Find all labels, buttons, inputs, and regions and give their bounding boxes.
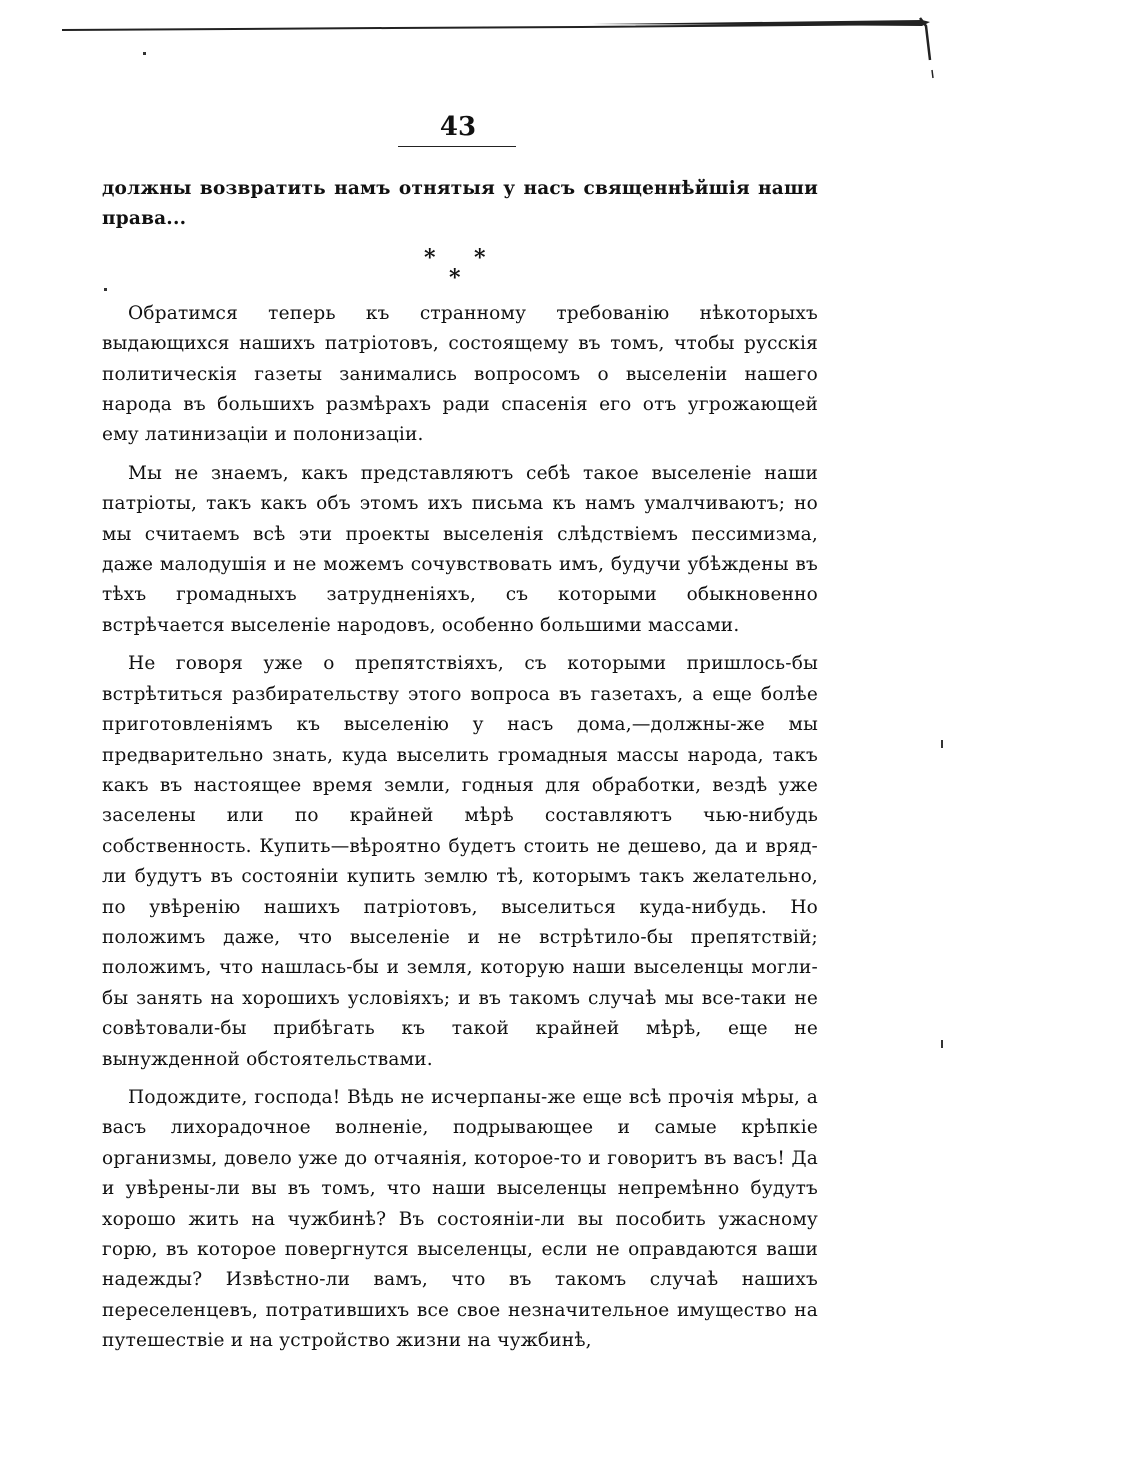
- scan-speck: [104, 288, 107, 291]
- asterism-divider: [102, 237, 818, 299]
- paragraph: Подождите, господа! Вѣдь не исчерпаны-же еще всѣ прочія мѣры, а васъ лихорадочное волненіе, подрывающее и самые крѣпкіе организмы, довело уже до отчаянія, которое-то и говоритъ въ васъ! Да и увѣрены-ли вы въ томъ, что наши выселенцы непремѣнно будутъ хорошо жить на чужбинѣ? Въ состояніи-ли вы пособить ужасному горю, въ которое повергнутся выселенцы, если не оправдаются ваши надежды? Извѣстно-ли вамъ, что въ такомъ случаѣ нашихъ переселенцевъ, потратившихъ все свое незначительное имущество на путешествіе и на устройство жизни на чужбинѣ,: [102, 1086, 818, 1352]
- paragraph-continuation: должны возвратить намъ отнятыя у насъ священнѣйшія наши права...: [102, 178, 818, 230]
- asterism-star: *: [449, 264, 461, 291]
- asterism-star: *: [424, 244, 436, 271]
- page-number: 43: [439, 112, 477, 142]
- scan-speck: [143, 52, 146, 55]
- paragraph: Мы не знаемъ, какъ представляютъ себѣ такое выселеніе наши патріоты, такъ какъ объ этомъ ихъ письма къ намъ умалчиваютъ; но мы считаемъ всѣ эти проекты выселенія слѣдствіемъ пессимизма, даже малодушія и не можемъ сочувствовать имъ, будучи убѣждены въ тѣхъ громадныхъ затрудненіяхъ, съ которыми обыкновенно встрѣчается выселеніе народовъ, особенно большими массами.: [102, 462, 818, 636]
- scan-speck: [941, 740, 943, 748]
- scan-edge-corner: [918, 16, 938, 80]
- text-body: [102, 174, 818, 1357]
- paragraph: Обратимся теперь къ странному требованію нѣкоторыхъ выдающихся нашихъ патріотовъ, состоящему въ томъ, чтобы русскія политическія газеты занимались вопросомъ о выселеніи нашего народа въ большихъ размѣрахъ ради спасенія его отъ угрожающей ему латинизаціи и полонизаціи.: [102, 302, 818, 446]
- page-number-rule: [398, 146, 516, 147]
- scan-edge-line: [62, 18, 930, 36]
- paragraph: Не говоря уже о препятствіяхъ, съ которыми пришлось-бы встрѣтиться разбирательству этого вопроса въ газетахъ, а еще болѣе приготовленіямъ къ выселенію у насъ дома,—должны-же мы предварительно знать, куда выселить громадныя массы народа, такъ какъ въ настоящее время земли, годныя для обработки, вездѣ уже заселены или по крайней мѣрѣ составляютъ чью-нибудь собственность. Купить—вѣроятно будетъ стоить не дешево, да и вряд-ли будутъ въ состояніи купить землю тѣ, которымъ такъ желательно, по увѣренію нашихъ патріотовъ, выселиться куда-нибудь. Но положимъ даже, что выселеніе и не встрѣтило-бы препятствій; положимъ, что нашлась-бы и земля, которую наши выселенцы могли-бы занять на хорошихъ условіяхъ; и въ такомъ случаѣ мы все-таки не совѣтовали-бы прибѣгать къ такой крайней мѣрѣ, еще не вынужденной обстоятельствами.: [102, 653, 818, 1070]
- scan-speck: [941, 1040, 943, 1048]
- asterism-star: *: [474, 244, 486, 271]
